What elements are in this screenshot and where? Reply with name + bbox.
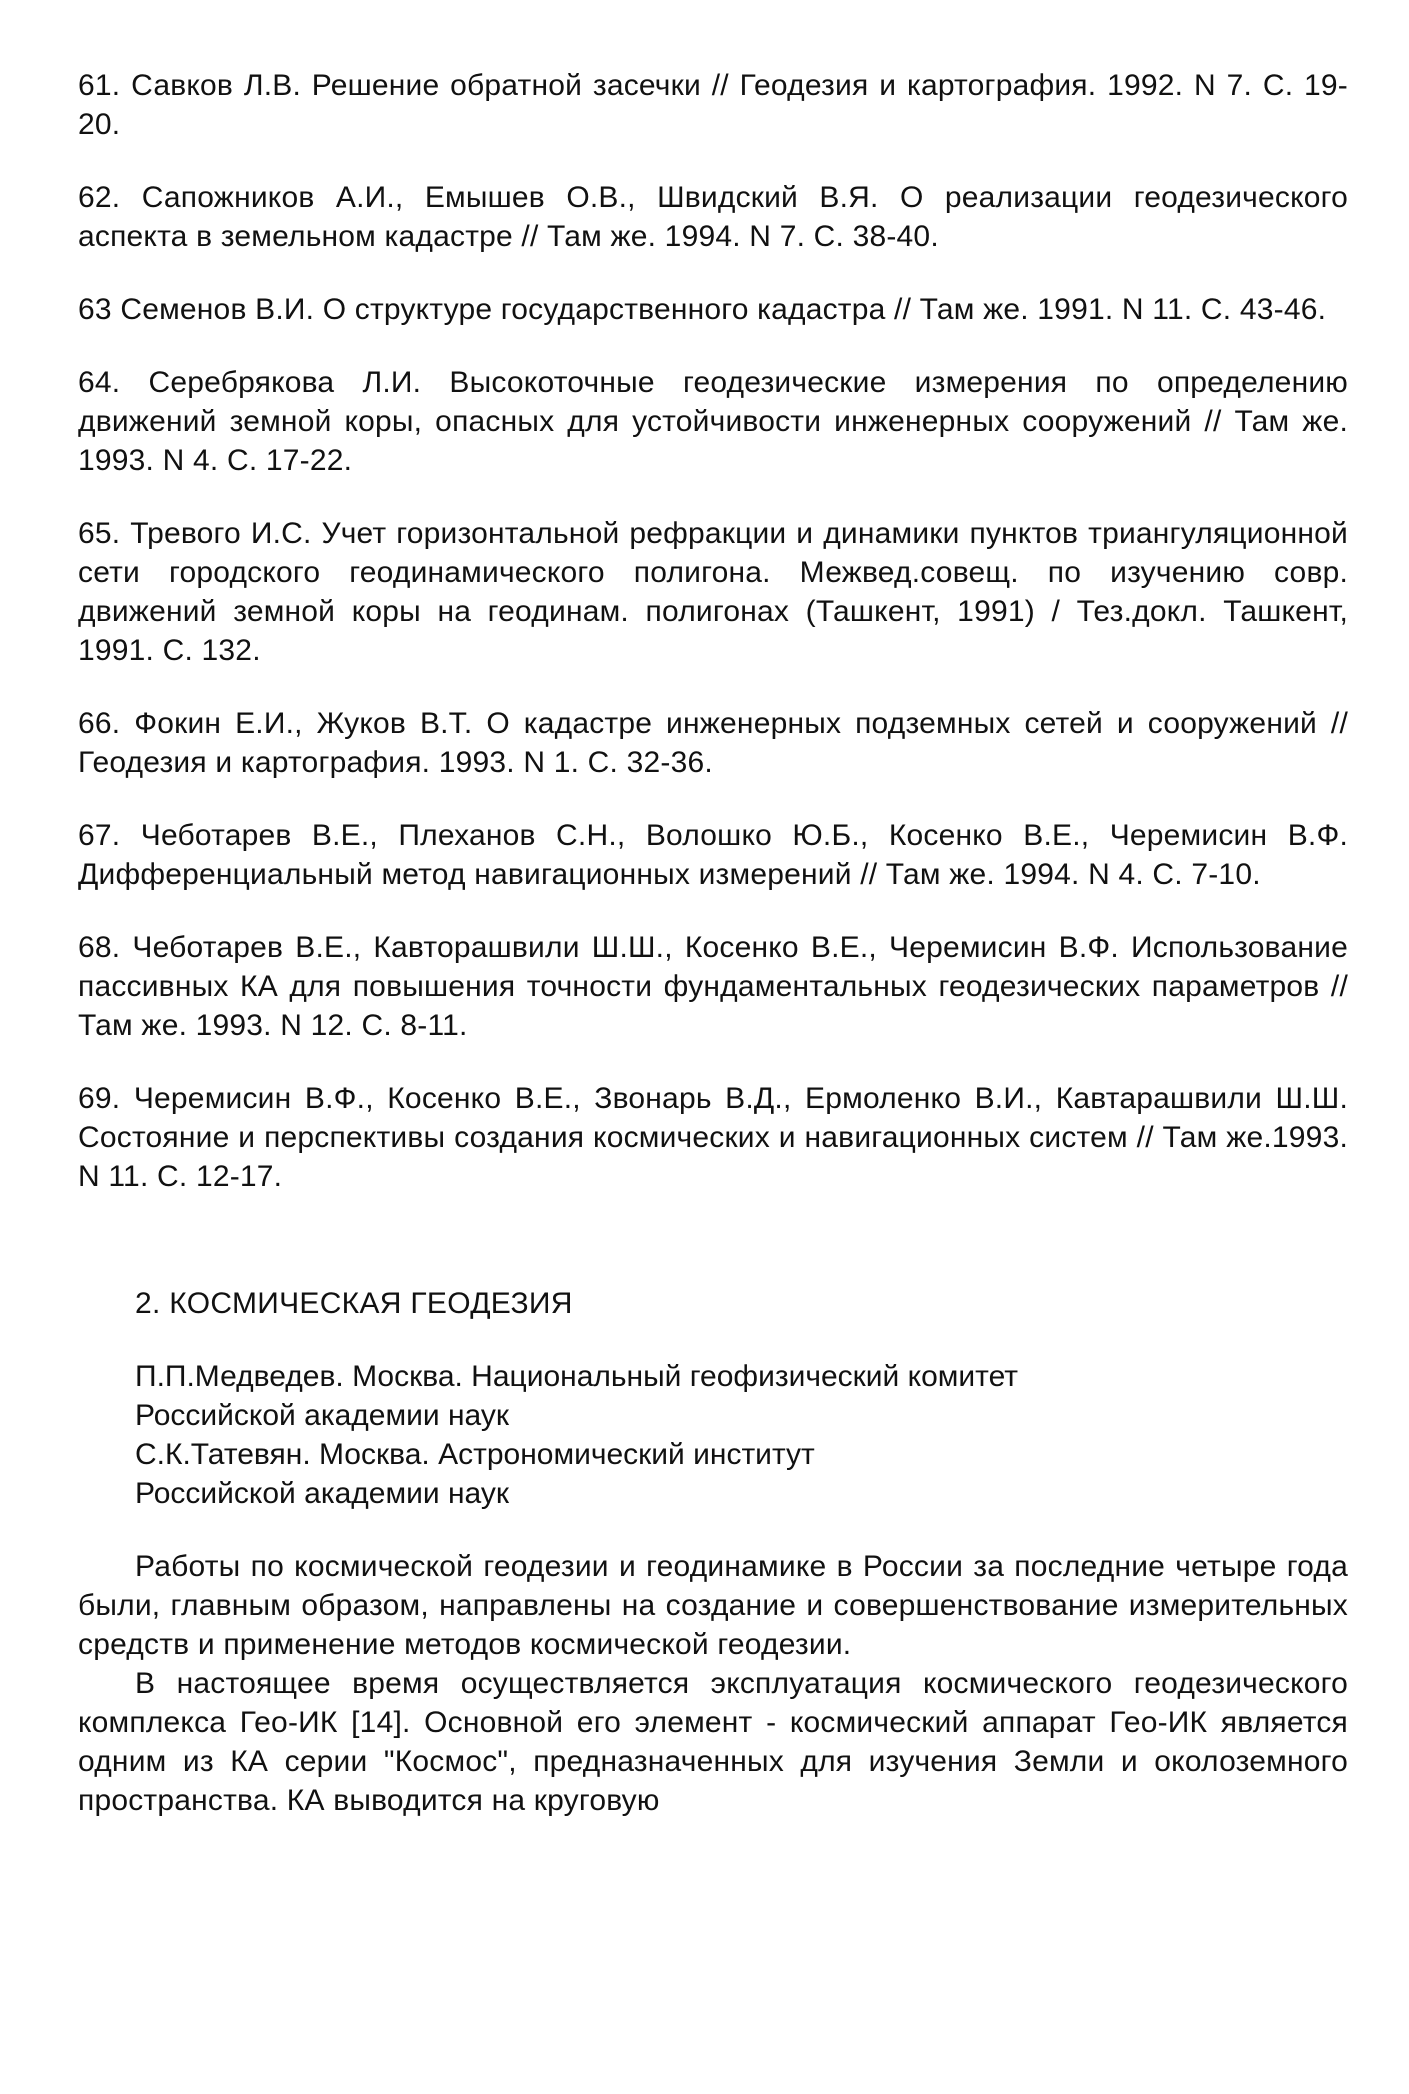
reference-item [78,514,1348,670]
reference-text: Чеботарев В.Е., Плеханов С.Н., Волошко Ю.Б., Косенко В.Е., Черемисин В.Ф. Дифференциальный метод навигационных измерений // Там же. 1994. N 4. С. 7-10. [78,819,1348,891]
author-line: С.К.Татевян. Москва. Астрономический институт [135,1438,815,1471]
reference-number: 67. [78,819,121,852]
reference-item [78,704,1348,782]
body-paragraph: Работы по космической геодезии и геодинамике в России за последние четыре года были, главным образом, направлены на создание и совершенствование измерительных средств и применение методов космической геодезии. [78,1550,1348,1661]
reference-number: 69. [78,1082,121,1115]
reference-text: Савков Л.В. Решение обратной засечки // Геодезия и картография. 1992. N 7. С. 19-20. [78,69,1348,141]
reference-text: Сапожников А.И., Емышев О.В., Швидский В.Я. О реализации геодезического аспекта в земельном кадастре // Там же. 1994. N 7. С. 38-40. [78,181,1348,253]
reference-number: 66. [78,707,121,740]
body-paragraph: В настоящее время осуществляется эксплуатация космического геодезического комплекса Гео-ИК [14]. Основной его элемент - космический аппарат Гео-ИК является одним из КА серии "Космос", предназначенных для изучения Земли и околоземного пространства. КА выводится на круговую [78,1667,1348,1817]
section-body [78,1547,1348,1820]
author-line: Российской академии наук [135,1399,509,1432]
section-heading: 2. КОСМИЧЕСКАЯ ГЕОДЕЗИЯ [135,1287,573,1320]
reference-number: 62. [78,181,121,214]
reference-text: Серебрякова Л.И. Высокоточные геодезические измерения по определению движений земной коры, опасных для устойчивости инженерных сооружений // Там же. 1993. N 4. С. 17-22. [78,366,1348,477]
reference-item [78,1079,1348,1196]
reference-text: Семенов В.И. О структуре государственного кадастра // Там же. 1991. N 11. С. 43-46. [120,293,1327,326]
reference-item [78,66,1348,144]
reference-item [78,363,1348,480]
author-line: Российской академии наук [135,1477,509,1510]
reference-text: Чеботарев В.Е., Кавторашвили Ш.Ш., Косенко В.Е., Черемисин В.Ф. Использование пассивных КА для повышения точности фундаментальных геодезических параметров // Там же. 1993. N 12. С. 8-11. [78,931,1348,1042]
reference-number: 63 [78,293,112,326]
reference-item [78,290,1348,329]
reference-text: Черемисин В.Ф., Косенко В.Е., Звонарь В.Д., Ермоленко В.И., Кавтарашвили Ш.Ш. Состояние и перспективы создания космических и навигационных систем // Там же.1993. N 11. С. 12-17. [78,1082,1348,1193]
reference-text: Фокин Е.И., Жуков В.Т. О кадастре инженерных подземных сетей и сооружений // Геодезия и картография. 1993. N 1. С. 32-36. [78,707,1348,779]
reference-item [78,928,1348,1045]
reference-list [78,66,1348,1196]
reference-text: Тревого И.С. Учет горизонтальной рефракции и динамики пунктов триангуляционной сети городского геодинамического полигона. Межвед.совещ. по изучению совр. движений земной коры на геодинам. полигонах (Ташкент, 1991) / Тез.докл. Ташкент, 1991. С. 132. [78,517,1348,667]
reference-item [78,178,1348,256]
author-line: П.П.Медведев. Москва. Национальный геофизический комитет [135,1360,1019,1393]
document-page [78,66,1348,1820]
section-authors [135,1357,1348,1513]
reference-item [78,816,1348,894]
reference-number: 61. [78,69,121,102]
reference-number: 68. [78,931,121,964]
reference-number: 65. [78,517,121,550]
reference-number: 64. [78,366,121,399]
